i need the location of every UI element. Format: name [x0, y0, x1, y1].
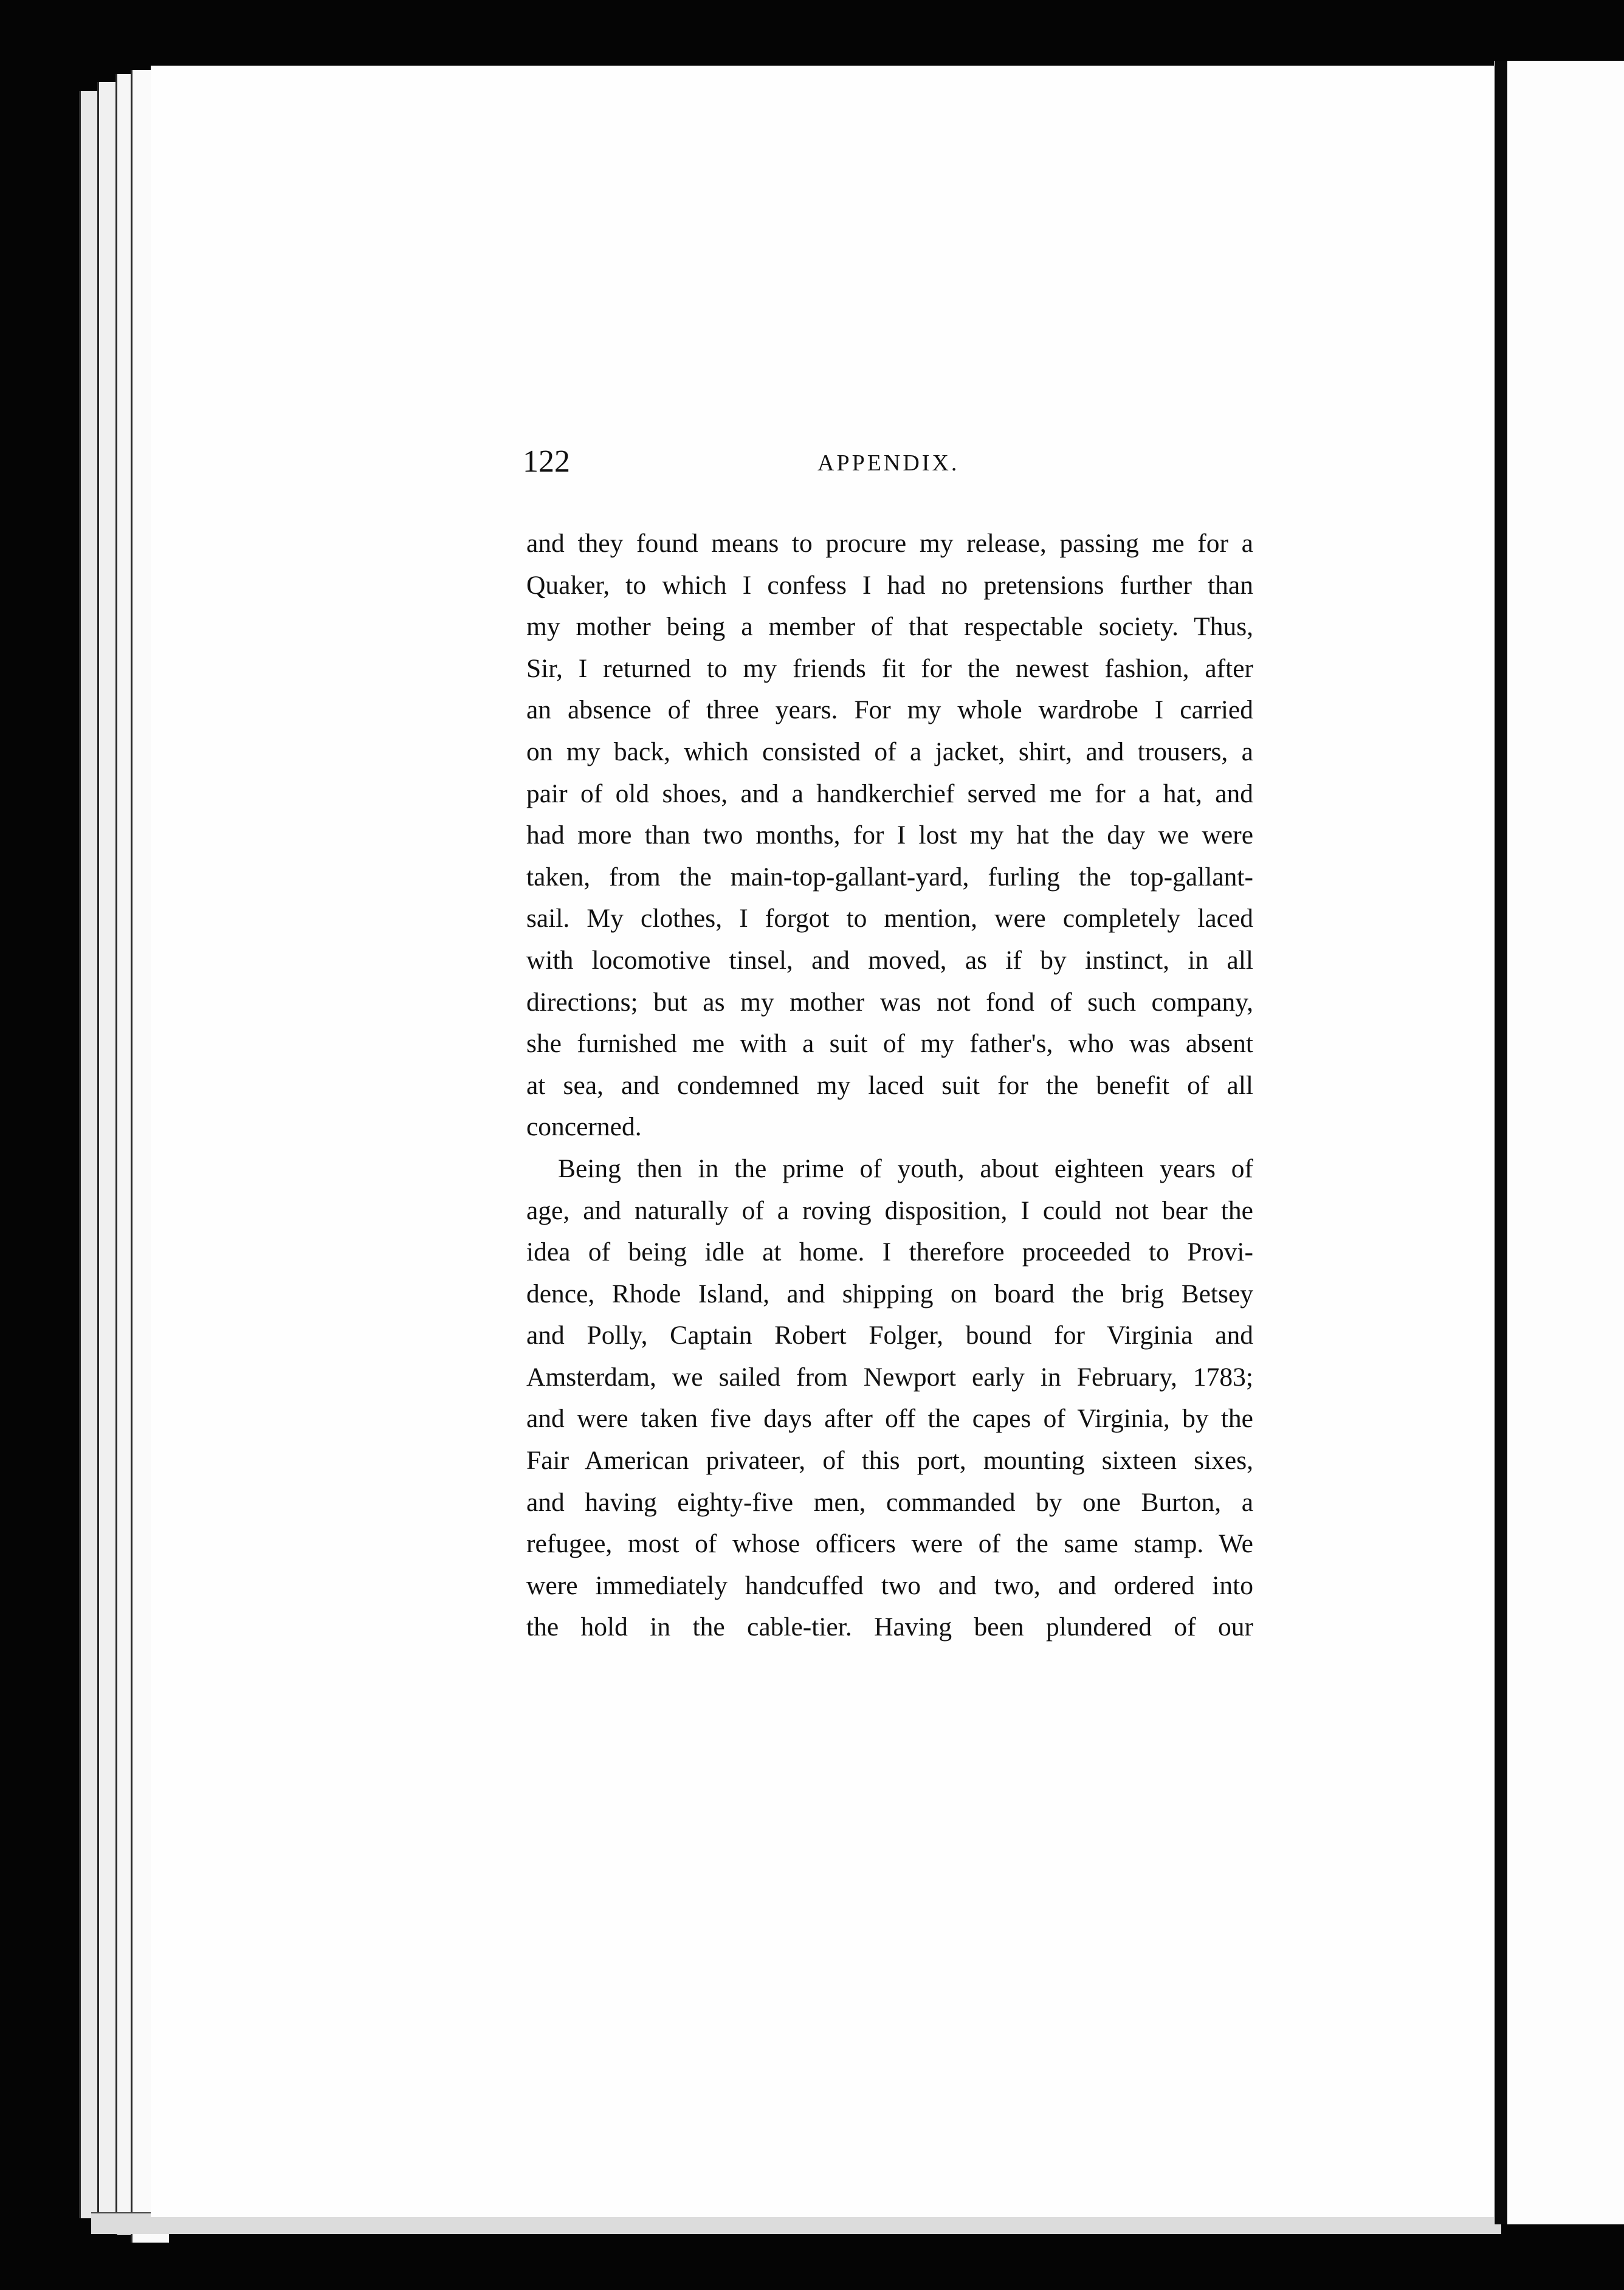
text-line: and Polly, Captain Robert Folger, bound for Virginia and	[526, 1321, 1253, 1350]
text-line: taken, from the main-top-gallant-yard, furling the top-gallant-	[526, 862, 1253, 892]
paragraph-1	[526, 523, 1253, 1148]
text-line: with locomotive tinsel, and moved, as if by instinct, in all	[526, 945, 1253, 975]
text-line: on my back, which consisted of a jacket, shirt, and trousers, a	[526, 737, 1253, 766]
gutter	[1495, 61, 1507, 2224]
text-line: idea of being idle at home. I therefore proceeded to Provi-	[526, 1237, 1253, 1267]
text-line: age, and naturally of a roving disposition, I could not bear the	[526, 1195, 1253, 1225]
page-number: 122	[523, 444, 570, 479]
text-line: at sea, and condemned my laced suit for the benefit of all	[526, 1070, 1253, 1100]
text-line: Quaker, to which I confess I had no pretensions further than	[526, 570, 1253, 600]
text-line: Being then in the prime of youth, about eighteen years of	[558, 1154, 1253, 1183]
text-line: my mother being a member of that respectable society. Thus,	[526, 612, 1253, 642]
text-line: pair of old shoes, and a handkerchief served me for a hat, and	[526, 779, 1253, 808]
text-line: and having eighty-five men, commanded by one Burton, a	[526, 1487, 1253, 1517]
text-line: concerned.	[526, 1112, 642, 1142]
text-line: were immediately handcuffed two and two, and ordered into	[526, 1570, 1253, 1600]
text-line: had more than two months, for I lost my hat the day we were	[526, 820, 1253, 850]
text-line: the hold in the cable-tier. Having been plundered of our	[526, 1612, 1253, 1642]
text-line: Amsterdam, we sailed from Newport early in February, 1783;	[526, 1362, 1253, 1392]
text-line: sail. My clothes, I forgot to mention, were completely laced	[526, 904, 1253, 934]
text-line: Fair American privateer, of this port, mounting sixteen sixes,	[526, 1446, 1253, 1476]
text-line: and they found means to procure my release, passing me for a	[526, 529, 1253, 558]
text-line: she furnished me with a suit of my father's, who was absent	[526, 1029, 1253, 1059]
text-line: directions; but as my mother was not fond of such company,	[526, 987, 1253, 1017]
page-header	[523, 444, 1252, 486]
text-line: an absence of three years. For my whole wardrobe I carried	[526, 695, 1253, 725]
facing-page-edge	[1507, 61, 1624, 2224]
text-line: refugee, most of whose officers were of the same stamp. We	[526, 1529, 1253, 1559]
text-line: dence, Rhode Island, and shipping on board the brig Betsey	[526, 1279, 1253, 1308]
text-line: and were taken five days after off the capes of Virginia, by the	[526, 1404, 1253, 1434]
text-line: Sir, I returned to my friends fit for the newest fashion, after	[526, 653, 1253, 683]
paragraph-2	[526, 1148, 1253, 1648]
body-text	[526, 523, 1253, 1648]
running-head: APPENDIX.	[817, 450, 960, 476]
